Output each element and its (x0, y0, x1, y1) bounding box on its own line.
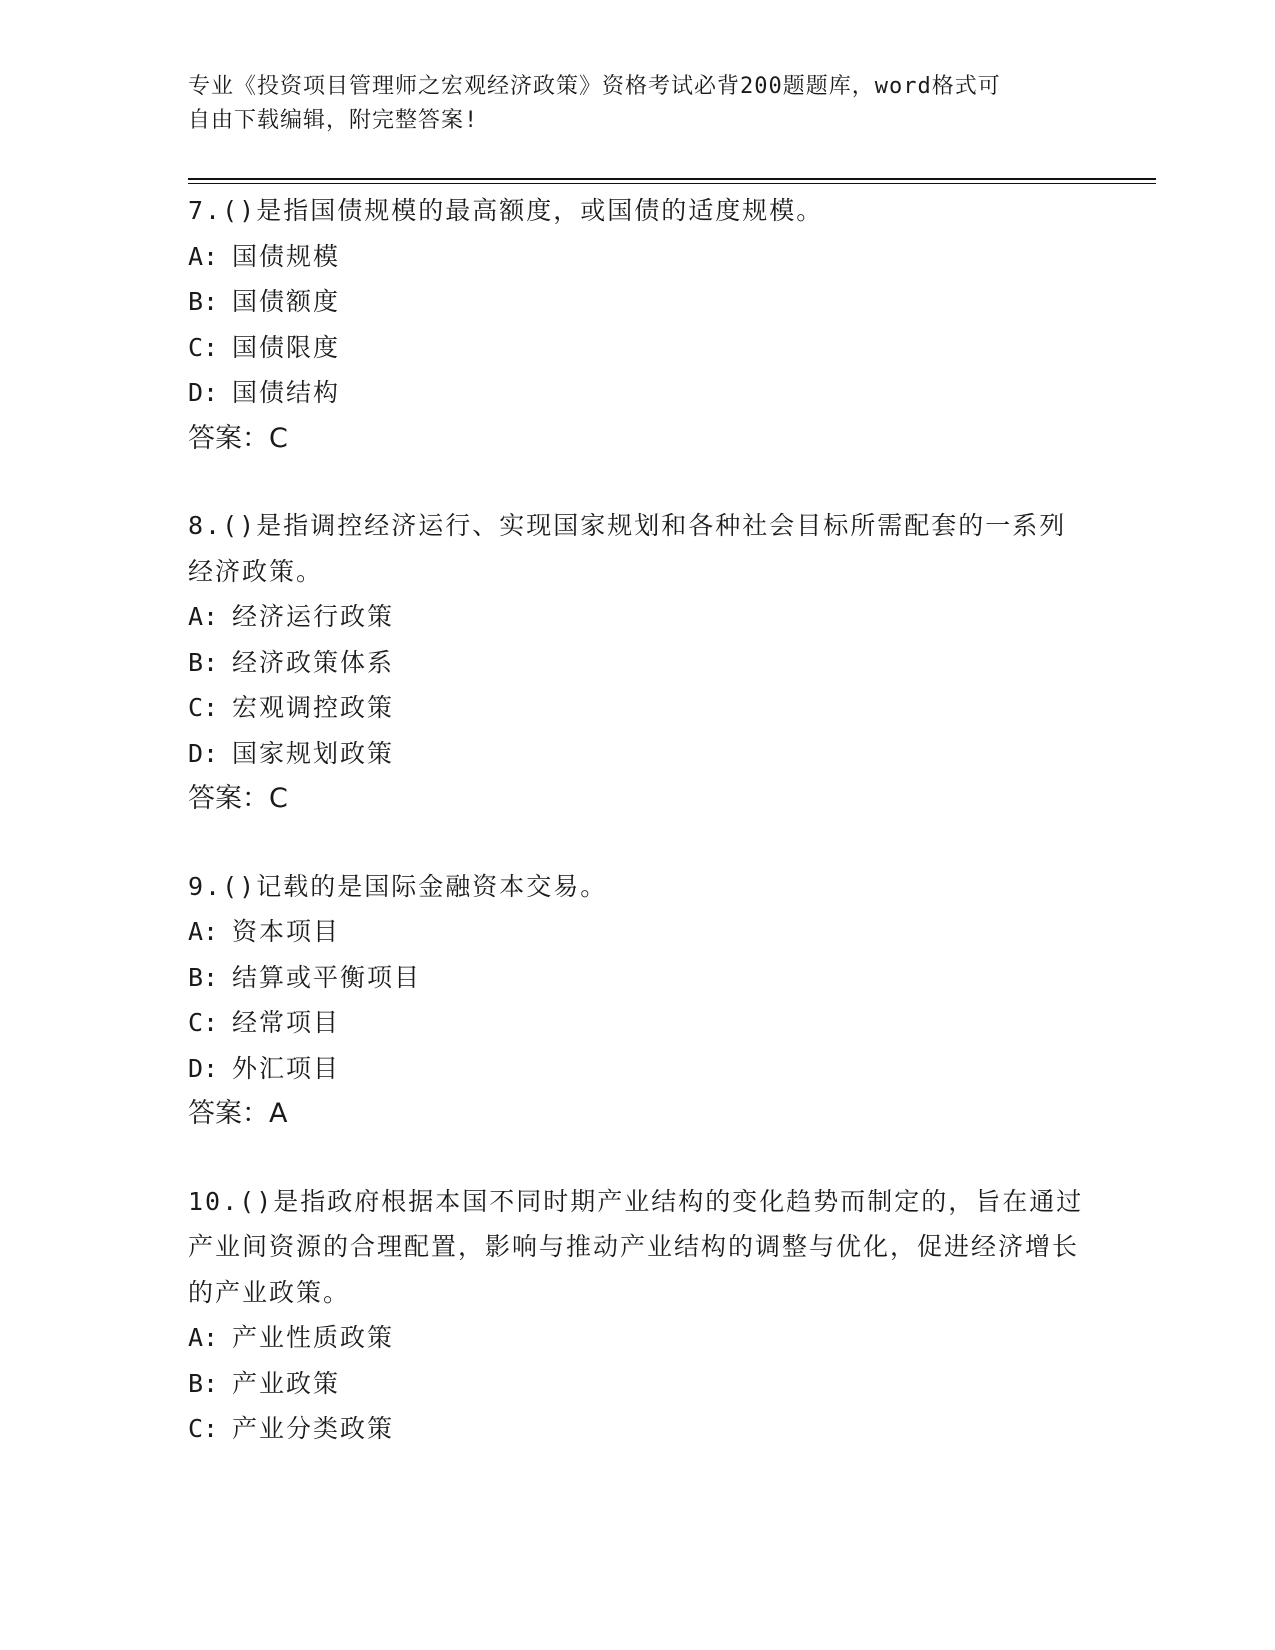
option-label: 国债限度 (232, 332, 341, 362)
option-b (188, 1361, 1088, 1407)
option-key: B: (188, 287, 219, 316)
option-key: B: (188, 647, 219, 677)
option-key: C: (188, 693, 219, 722)
option-c (188, 325, 1088, 371)
option-label: 宏观调控政策 (232, 693, 395, 722)
option-key: A: (188, 602, 219, 631)
option-key: A: (188, 917, 219, 946)
option-b (188, 279, 1088, 325)
option-label: 资本项目 (232, 917, 341, 946)
option-label: 产业分类政策 (232, 1414, 395, 1443)
question-8 (188, 503, 1088, 822)
option-label: 国债规模 (232, 241, 341, 271)
option-label: 外汇项目 (232, 1053, 341, 1083)
option-key: D: (188, 1053, 219, 1083)
option-key: C: (188, 332, 219, 362)
option-c (188, 685, 1088, 731)
option-label: 结算或平衡项目 (232, 962, 422, 992)
option-a (188, 1315, 1088, 1361)
question-text: 9.()记载的是国际金融资本交易。 (188, 871, 608, 901)
option-b (188, 640, 1088, 686)
option-key: D: (188, 378, 219, 407)
option-d (188, 731, 1088, 777)
option-key: A: (188, 241, 219, 271)
answer: 答案：C (188, 783, 288, 814)
option-label: 国家规划政策 (232, 738, 395, 768)
question-text: 10.()是指政府根据本国不同时期产业结构的变化趋势而制定的，旨在通过产业间资源的合理配置，影响与推动产业结构的调整与优化，促进经济增长的产业政策。 (188, 1186, 1084, 1307)
option-key: C: (188, 1008, 219, 1037)
question-text: 8.()是指调控经济运行、实现国家规划和各种社会目标所需配套的一系列经济政策。 (188, 511, 1067, 586)
option-d (188, 1046, 1088, 1092)
option-key: B: (188, 1368, 219, 1398)
document-header (188, 70, 1068, 138)
option-c (188, 1000, 1088, 1046)
option-key: C: (188, 1414, 219, 1443)
option-label: 国债结构 (232, 378, 341, 407)
option-key: B: (188, 962, 219, 992)
option-label: 经济政策体系 (232, 647, 395, 677)
header-line-2: 自由下载编辑，附完整答案! (188, 108, 479, 133)
option-b (188, 955, 1088, 1001)
option-key: D: (188, 738, 219, 768)
header-divider-thin (188, 183, 1156, 184)
answer: 答案：A (188, 1098, 288, 1129)
option-a (188, 234, 1088, 280)
option-label: 产业政策 (232, 1368, 341, 1398)
option-a (188, 594, 1088, 640)
question-list (188, 188, 1088, 1494)
header-line-1: 专业《投资项目管理师之宏观经济政策》资格考试必背200题题库，word格式可 (188, 74, 1001, 99)
option-d (188, 370, 1088, 416)
question-10 (188, 1179, 1088, 1452)
option-c (188, 1406, 1088, 1452)
option-label: 产业性质政策 (232, 1323, 395, 1352)
question-9 (188, 864, 1088, 1137)
option-label: 经济运行政策 (232, 602, 395, 631)
question-7 (188, 188, 1088, 461)
answer: 答案：C (188, 422, 288, 454)
option-label: 国债额度 (232, 287, 341, 316)
header-divider-thick (188, 178, 1156, 180)
option-label: 经常项目 (232, 1008, 341, 1037)
question-text: 7.()是指国债规模的最高额度，或国债的适度规模。 (188, 196, 824, 225)
option-a (188, 909, 1088, 955)
option-key: A: (188, 1323, 219, 1352)
